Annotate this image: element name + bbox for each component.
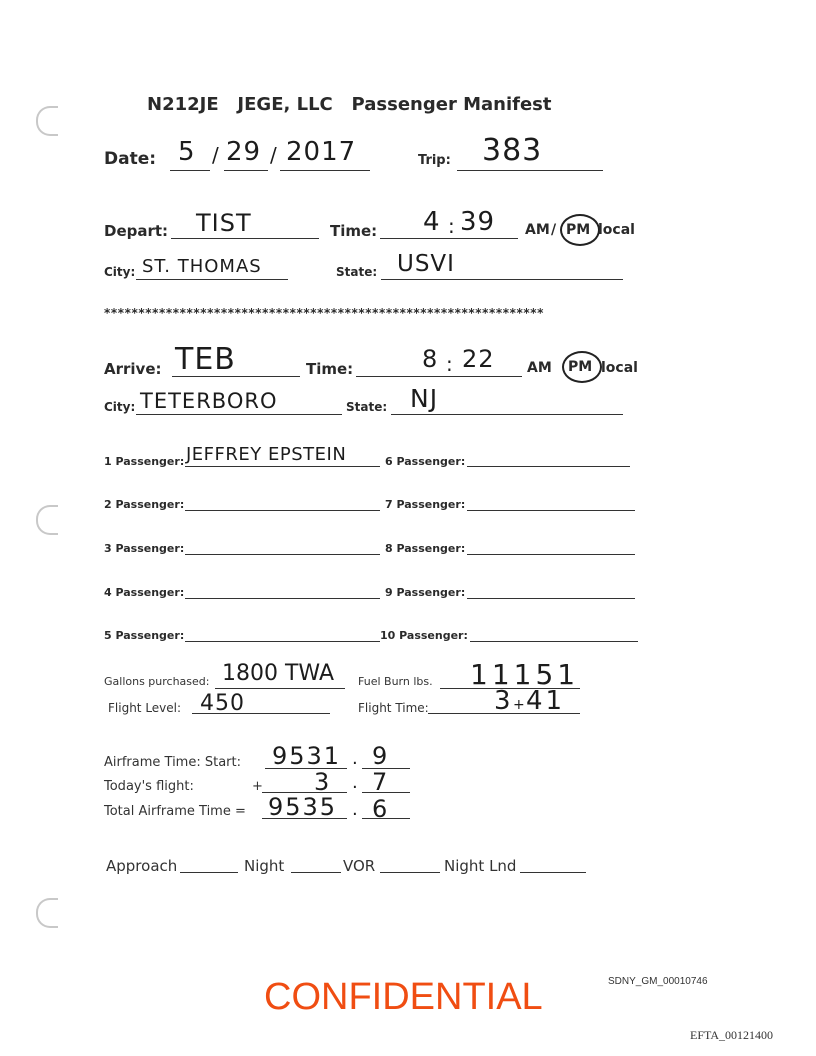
date-sep-1: / (212, 143, 220, 167)
flight-level-value: 450 (200, 691, 245, 716)
date-year: 2017 (286, 137, 357, 167)
arrive-city-label: City: (104, 400, 136, 414)
passenger-3-label: 3 Passenger: (104, 542, 185, 555)
todays-flight-tenths: 7 (372, 768, 389, 796)
depart-city-label: City: (104, 265, 136, 279)
passenger-8-label: 8 Passenger: (385, 542, 466, 555)
passenger-1-name: JEFFREY EPSTEIN (186, 444, 347, 465)
arrive-state: NJ (410, 384, 439, 413)
depart-minute: 39 (460, 207, 496, 237)
gallons-value: 1800 TWA (222, 661, 335, 686)
arrive-airport: TEB (175, 342, 236, 377)
depart-state-label: State: (336, 265, 378, 279)
arrive-am: AM (527, 360, 552, 376)
passenger-4-label: 4 Passenger: (104, 586, 185, 599)
trip-number: 383 (482, 133, 543, 168)
page-title: N212JE JEGE, LLC Passenger Manifest (147, 94, 552, 115)
gallons-label: Gallons purchased: (104, 675, 210, 688)
fuel-burn-value: 11151 (470, 658, 580, 691)
depart-slash: / (551, 222, 557, 238)
todays-flight-dot: . (352, 772, 359, 793)
depart-airport: TIST (196, 209, 252, 237)
arrive-state-label: State: (346, 400, 388, 414)
binder-hole-top (36, 106, 58, 136)
night-lnd-label: Night Lnd (444, 857, 517, 875)
arrive-local: local (601, 360, 638, 376)
binder-hole-bottom (36, 898, 58, 928)
arrive-label: Arrive: (104, 360, 162, 378)
arrive-colon: : (446, 352, 454, 376)
flight-level-label: Flight Level: (108, 701, 182, 715)
depart-time-label: Time: (330, 222, 378, 240)
date-sep-2: / (270, 143, 278, 167)
date-day: 29 (226, 137, 262, 167)
depart-state: USVI (397, 251, 455, 277)
depart-am: AM (525, 222, 550, 238)
confidential-stamp: CONFIDENTIAL (264, 976, 543, 1018)
airframe-start-whole: 9531 (272, 742, 342, 770)
vor-label: VOR (343, 857, 376, 875)
separator-asterisks: **************************************************************** (104, 306, 545, 320)
date-month: 5 (178, 137, 196, 167)
flight-time-label: Flight Time: (358, 701, 429, 715)
airframe-start-dot: . (352, 748, 359, 769)
total-airframe-label: Total Airframe Time = (104, 804, 246, 819)
total-airframe-dot: . (352, 799, 359, 820)
airframe-start-label: Airframe Time: Start: (104, 755, 241, 770)
passenger-1-label: 1 Passenger: (104, 455, 185, 468)
arrive-hour: 8 (422, 345, 439, 373)
depart-city: ST. THOMAS (142, 256, 262, 277)
flight-time-minutes: 41 (526, 686, 566, 716)
todays-flight-label: Today's flight: (104, 779, 194, 794)
passenger-7-label: 7 Passenger: (385, 498, 466, 511)
bates-number: SDNY_GM_00010746 (608, 976, 708, 987)
night-label: Night (244, 857, 285, 875)
approach-label: Approach (106, 857, 178, 875)
depart-pm: PM (566, 222, 591, 238)
arrive-minute: 22 (462, 345, 495, 373)
airframe-start-tenths: 9 (372, 742, 389, 770)
depart-hour: 4 (423, 207, 441, 237)
flight-time-hours: 3 (494, 686, 512, 716)
depart-label: Depart: (104, 222, 169, 240)
total-airframe-whole: 9535 (268, 793, 338, 821)
arrive-pm: PM (568, 359, 593, 375)
todays-flight-plus: + (252, 779, 263, 794)
passenger-9-label: 9 Passenger: (385, 586, 466, 599)
passenger-6-label: 6 Passenger: (385, 455, 466, 468)
passenger-2-label: 2 Passenger: (104, 498, 185, 511)
passenger-10-label: 10 Passenger: (380, 629, 468, 642)
trip-label: Trip: (418, 153, 451, 168)
fuel-burn-label: Fuel Burn lbs. (358, 675, 433, 688)
efta-number: EFTA_00121400 (690, 1028, 774, 1042)
passenger-5-label: 5 Passenger: (104, 629, 185, 642)
depart-local: local (598, 222, 635, 238)
binder-hole-middle (36, 505, 58, 535)
date-label: Date: (104, 149, 157, 169)
arrive-city: TETERBORO (140, 389, 278, 413)
arrive-time-label: Time: (306, 360, 354, 378)
todays-flight-whole: 3 (314, 768, 331, 796)
depart-colon: : (448, 214, 456, 238)
total-airframe-tenths: 6 (372, 795, 389, 823)
flight-time-plus: + (513, 697, 526, 713)
